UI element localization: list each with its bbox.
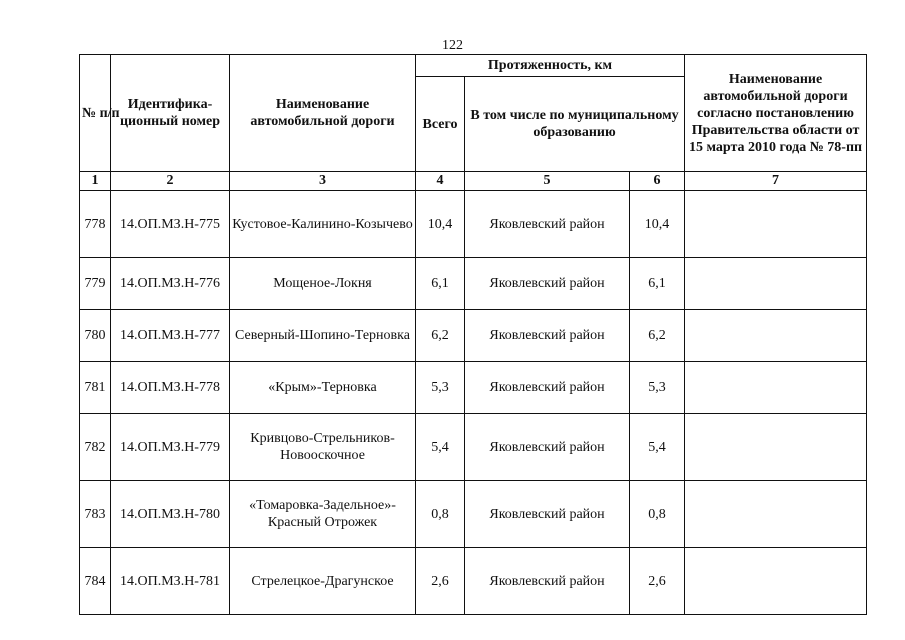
roads-table — [79, 54, 867, 615]
row-number: 784 — [80, 548, 111, 615]
decree-road-name — [685, 414, 867, 481]
road-identifier: 14.ОП.МЗ.Н-781 — [111, 548, 230, 615]
header-length-group: Протяженность, км — [416, 55, 685, 77]
municipality: Яковлевский район — [465, 191, 630, 258]
decree-road-name — [685, 310, 867, 362]
road-name: Кривцово-Стрельников-Новооскочное — [230, 414, 416, 481]
row-number: 779 — [80, 258, 111, 310]
road-name: Кустовое-Калинино-Козычево — [230, 191, 416, 258]
header-road-name: Наименование автомобильной дороги — [230, 55, 416, 172]
column-number: 1 — [80, 172, 111, 191]
road-name: «Крым»-Терновка — [230, 362, 416, 414]
road-name: Стрелецкое-Драгунское — [230, 548, 416, 615]
decree-road-name — [685, 481, 867, 548]
column-number: 5 — [465, 172, 630, 191]
table-row — [80, 548, 867, 615]
column-number: 3 — [230, 172, 416, 191]
road-identifier: 14.ОП.МЗ.Н-780 — [111, 481, 230, 548]
table-row — [80, 191, 867, 258]
header-by-municipality: В том числе по муниципальному образованию — [465, 77, 685, 172]
row-number: 778 — [80, 191, 111, 258]
road-identifier: 14.ОП.МЗ.Н-775 — [111, 191, 230, 258]
municipality: Яковлевский район — [465, 310, 630, 362]
road-identifier: 14.ОП.МЗ.Н-779 — [111, 414, 230, 481]
decree-road-name — [685, 258, 867, 310]
road-name: Северный-Шопино-Терновка — [230, 310, 416, 362]
length-municipality: 5,3 — [630, 362, 685, 414]
page-number: 122 — [442, 38, 463, 53]
row-number: 781 — [80, 362, 111, 414]
road-name: «Томаровка-Задельное»-Красный Отрожек — [230, 481, 416, 548]
column-number: 2 — [111, 172, 230, 191]
municipality: Яковлевский район — [465, 414, 630, 481]
length-municipality: 6,1 — [630, 258, 685, 310]
length-municipality: 0,8 — [630, 481, 685, 548]
length-total: 6,1 — [416, 258, 465, 310]
length-municipality: 5,4 — [630, 414, 685, 481]
road-name: Мощеное-Локня — [230, 258, 416, 310]
column-number: 6 — [630, 172, 685, 191]
road-identifier: 14.ОП.МЗ.Н-778 — [111, 362, 230, 414]
length-total: 5,3 — [416, 362, 465, 414]
decree-road-name — [685, 191, 867, 258]
municipality: Яковлевский район — [465, 258, 630, 310]
decree-road-name — [685, 362, 867, 414]
table-row — [80, 310, 867, 362]
municipality: Яковлевский район — [465, 481, 630, 548]
table-row — [80, 481, 867, 548]
row-number: 782 — [80, 414, 111, 481]
municipality: Яковлевский район — [465, 362, 630, 414]
decree-road-name — [685, 548, 867, 615]
length-municipality: 10,4 — [630, 191, 685, 258]
header-row-number: № п/п — [80, 55, 111, 172]
column-number: 4 — [416, 172, 465, 191]
road-identifier: 14.ОП.МЗ.Н-776 — [111, 258, 230, 310]
length-total: 0,8 — [416, 481, 465, 548]
header-identifier: Идентифика-ционный номер — [111, 55, 230, 172]
length-total: 5,4 — [416, 414, 465, 481]
length-total: 2,6 — [416, 548, 465, 615]
length-total: 10,4 — [416, 191, 465, 258]
road-identifier: 14.ОП.МЗ.Н-777 — [111, 310, 230, 362]
table-row — [80, 414, 867, 481]
municipality: Яковлевский район — [465, 548, 630, 615]
column-number: 7 — [685, 172, 867, 191]
row-number: 780 — [80, 310, 111, 362]
length-municipality: 6,2 — [630, 310, 685, 362]
length-total: 6,2 — [416, 310, 465, 362]
header-decree-name: Наименование автомобильной дороги согласно постановлению Правительства области от 15 марта 2010 года № 78-пп — [685, 55, 867, 172]
row-number: 783 — [80, 481, 111, 548]
header-total: Всего — [416, 77, 465, 172]
table-row — [80, 258, 867, 310]
table-row — [80, 362, 867, 414]
length-municipality: 2,6 — [630, 548, 685, 615]
